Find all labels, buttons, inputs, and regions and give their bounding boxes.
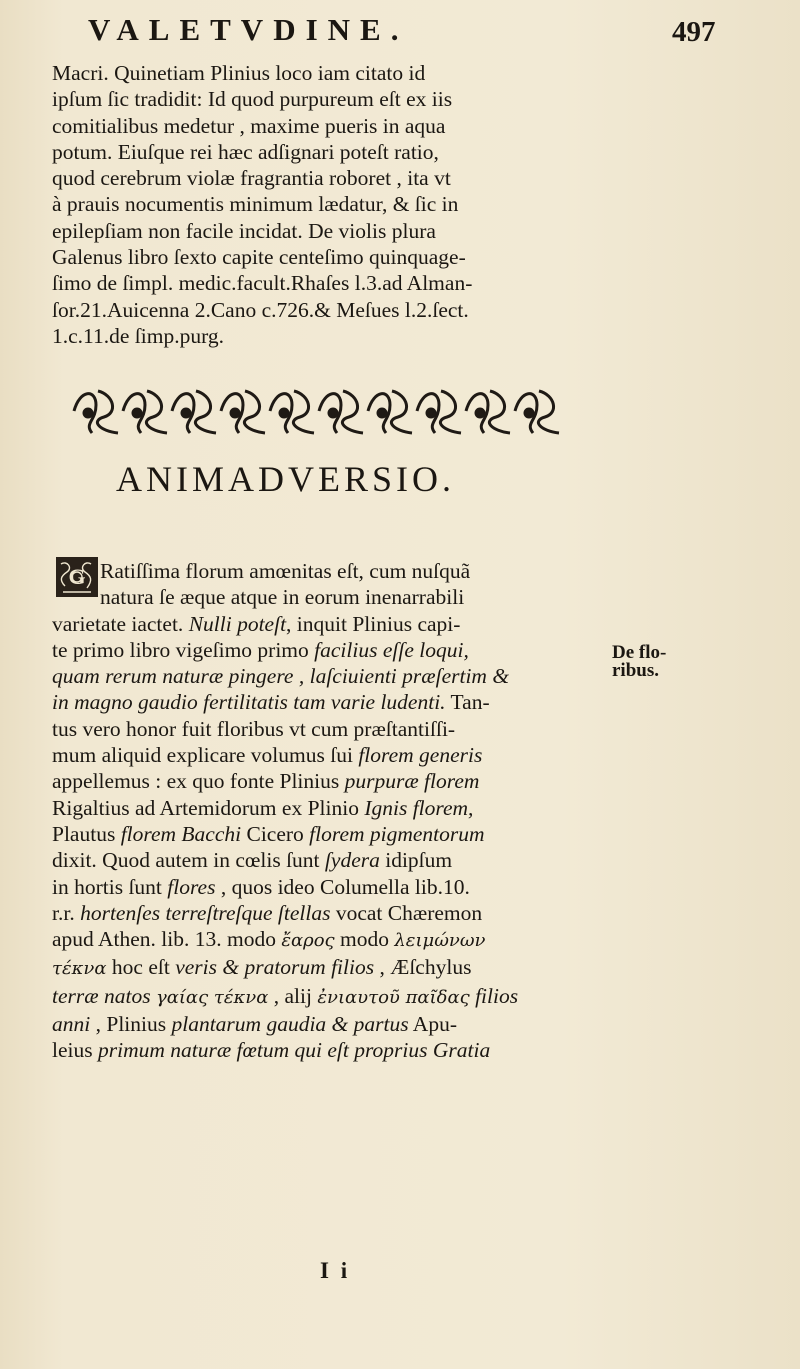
italic-text: ſydera bbox=[324, 848, 380, 873]
ornament-boss bbox=[525, 409, 533, 417]
italic-text: primum naturæ fœtum qui eſt proprius Gratia bbox=[97, 1038, 491, 1063]
ornament-boss bbox=[378, 409, 386, 417]
roman-text: appellemus : ex quo fonte Plinius bbox=[52, 769, 345, 794]
ornament-boss bbox=[133, 409, 141, 417]
roman-text: varietate iactet. bbox=[52, 611, 189, 636]
roman-text: Rigaltius ad Artemidorum ex Plinio bbox=[52, 795, 365, 820]
text-line: 1.c.11.de ſimp.purg. bbox=[52, 323, 224, 348]
decorative-ornament-band bbox=[70, 383, 570, 439]
ornament-scroll bbox=[74, 391, 118, 433]
roman-text: leius bbox=[52, 1038, 98, 1063]
italic-text: facilius eſſe loqui, bbox=[314, 637, 469, 662]
italic-text: hortenſes terreſtreſque ſtellas bbox=[80, 900, 331, 925]
text-line bbox=[52, 689, 572, 715]
roman-text: in hortis ſunt bbox=[52, 874, 168, 899]
text-line: potum. Eiuſque rei hæc adſignari poteſt ratio, bbox=[52, 139, 439, 164]
text-line: Ratiſſima florum amœnitas eſt, cum nuſquã bbox=[100, 559, 471, 583]
ornament-scroll bbox=[172, 391, 216, 433]
italic-text: flores bbox=[167, 874, 216, 899]
text-line: ſor.21.Auicenna 2.Cano c.726.& Meſues l.2.ſect. bbox=[52, 297, 469, 322]
ornament-boss bbox=[280, 409, 288, 417]
greek-text: ἐνιαυτοῦ παῖδας bbox=[317, 986, 470, 1008]
roman-text: te primo libro vigeſimo primo bbox=[52, 637, 315, 662]
text-line bbox=[52, 768, 572, 794]
roman-text: , alij bbox=[268, 983, 318, 1008]
paragraph-macri bbox=[52, 60, 572, 349]
greek-text: ἔαρος bbox=[281, 930, 335, 952]
text-line: à prauis nocumentis minimum lædatur, & ſic in bbox=[52, 192, 459, 217]
ornament-boss bbox=[182, 409, 190, 417]
ornament-scroll bbox=[221, 391, 265, 433]
section-title: ANIMADVERSIO. bbox=[116, 459, 455, 499]
italic-text: Nulli poteſt bbox=[188, 611, 287, 636]
roman-text: modo bbox=[334, 927, 395, 952]
ornament-boss bbox=[231, 409, 239, 417]
ornament-scroll bbox=[368, 391, 412, 433]
text-line: ſimo de ſimpl. medic.facult.Rhaſes l.3.ad Alman- bbox=[52, 271, 473, 296]
italic-text: terræ natos bbox=[52, 983, 156, 1008]
running-head: VALETVDINE. bbox=[88, 12, 409, 47]
roman-text: mum aliquid explicare volumus ſui bbox=[52, 743, 359, 768]
text-line bbox=[52, 900, 572, 926]
italic-text: plantarum gaudia & partus bbox=[171, 1012, 409, 1037]
marginal-note-line-1: De flo- bbox=[612, 642, 667, 663]
roman-text: Apu- bbox=[408, 1012, 457, 1037]
roman-text: apud Athen. lib. 13. modo bbox=[52, 927, 282, 952]
italic-text: florem pigmentorum bbox=[309, 821, 485, 846]
roman-text: Tan- bbox=[445, 690, 490, 715]
roman-text: Cicero bbox=[241, 821, 310, 846]
ornament-scroll bbox=[319, 391, 363, 433]
ornament-scroll bbox=[270, 391, 314, 433]
ornament-scroll bbox=[466, 391, 510, 433]
text-line bbox=[52, 983, 572, 1011]
paragraph-animadversio bbox=[52, 558, 572, 1064]
roman-text: , inquit Plinius capi- bbox=[286, 611, 461, 636]
roman-text: , quos ideo Columella lib.10. bbox=[215, 874, 470, 899]
text-line: epilepſiam non facile incidat. De violis plura bbox=[52, 218, 436, 243]
ornament-scroll bbox=[515, 391, 559, 433]
text-line bbox=[52, 795, 572, 821]
signature-mark: I i bbox=[320, 1258, 351, 1283]
roman-text: vocat Chæremon bbox=[330, 900, 483, 925]
roman-text: idipſum bbox=[379, 848, 453, 873]
text-line: ipſum ſic tradidit: Id quod purpureum eſt ex iis bbox=[52, 87, 453, 112]
text-line: quod cerebrum violæ fragrantia roboret , ita vt bbox=[52, 166, 451, 191]
text-line bbox=[52, 637, 572, 663]
italic-text: anni bbox=[52, 1012, 91, 1037]
text-line bbox=[52, 874, 572, 900]
italic-text: purpuræ florem bbox=[344, 769, 480, 794]
greek-text: λειμώνων bbox=[394, 930, 486, 952]
roman-text: dixit. Quod autem in cœlis ſunt bbox=[52, 848, 325, 873]
roman-text: Plautus bbox=[52, 821, 121, 846]
text-line bbox=[52, 1037, 572, 1063]
text-line: comitialibus medetur , maxime pueris in aqua bbox=[52, 113, 446, 138]
text-line bbox=[52, 821, 572, 847]
text-line bbox=[52, 847, 572, 873]
roman-text: r.r. bbox=[52, 900, 81, 925]
italic-text: florem generis bbox=[358, 743, 483, 768]
text-line bbox=[52, 663, 572, 689]
marginal-note bbox=[612, 644, 666, 680]
text-line: natura ſe æque atque in eorum inenarrabili bbox=[100, 585, 465, 610]
text-line: tus vero honor fuit floribus vt cum præſtantiſſi- bbox=[52, 716, 456, 741]
italic-text: quam rerum naturæ pingere , laſciuienti præſertim & bbox=[52, 664, 510, 689]
italic-text: florem Bacchi bbox=[120, 821, 242, 846]
text-line bbox=[52, 1011, 572, 1037]
roman-text: hoc eſt bbox=[106, 955, 176, 980]
text-line: Macri. Quinetiam Plinius loco iam citato id bbox=[52, 61, 426, 85]
ornament-boss bbox=[84, 409, 92, 417]
italic-text: filios bbox=[469, 983, 519, 1008]
text-line bbox=[52, 611, 572, 637]
greek-text: γαίας τέκνα bbox=[155, 986, 269, 1008]
ornament-scroll bbox=[123, 391, 167, 433]
drop-initial-letter: G bbox=[68, 564, 86, 589]
page-number: 497 bbox=[672, 16, 716, 48]
text-line bbox=[52, 926, 572, 954]
ornament-boss bbox=[329, 409, 337, 417]
marginal-note-line-2: ribus. bbox=[612, 660, 659, 681]
italic-text: Ignis florem, bbox=[364, 795, 474, 820]
ornament-scroll bbox=[417, 391, 461, 433]
greek-text: τέκνα bbox=[52, 958, 107, 980]
text-line bbox=[52, 742, 572, 768]
italic-text: in magno gaudio fertilitatis tam varie ludenti. bbox=[52, 690, 446, 715]
text-line: Galenus libro ſexto capite centeſimo quinquage- bbox=[52, 245, 466, 270]
ornament-boss bbox=[476, 409, 484, 417]
text-line bbox=[52, 954, 572, 982]
italic-text: veris & pratorum filios bbox=[175, 955, 375, 980]
roman-text: , Æſchylus bbox=[374, 955, 472, 980]
ornament-boss bbox=[427, 409, 435, 417]
roman-text: , Plinius bbox=[90, 1012, 172, 1037]
